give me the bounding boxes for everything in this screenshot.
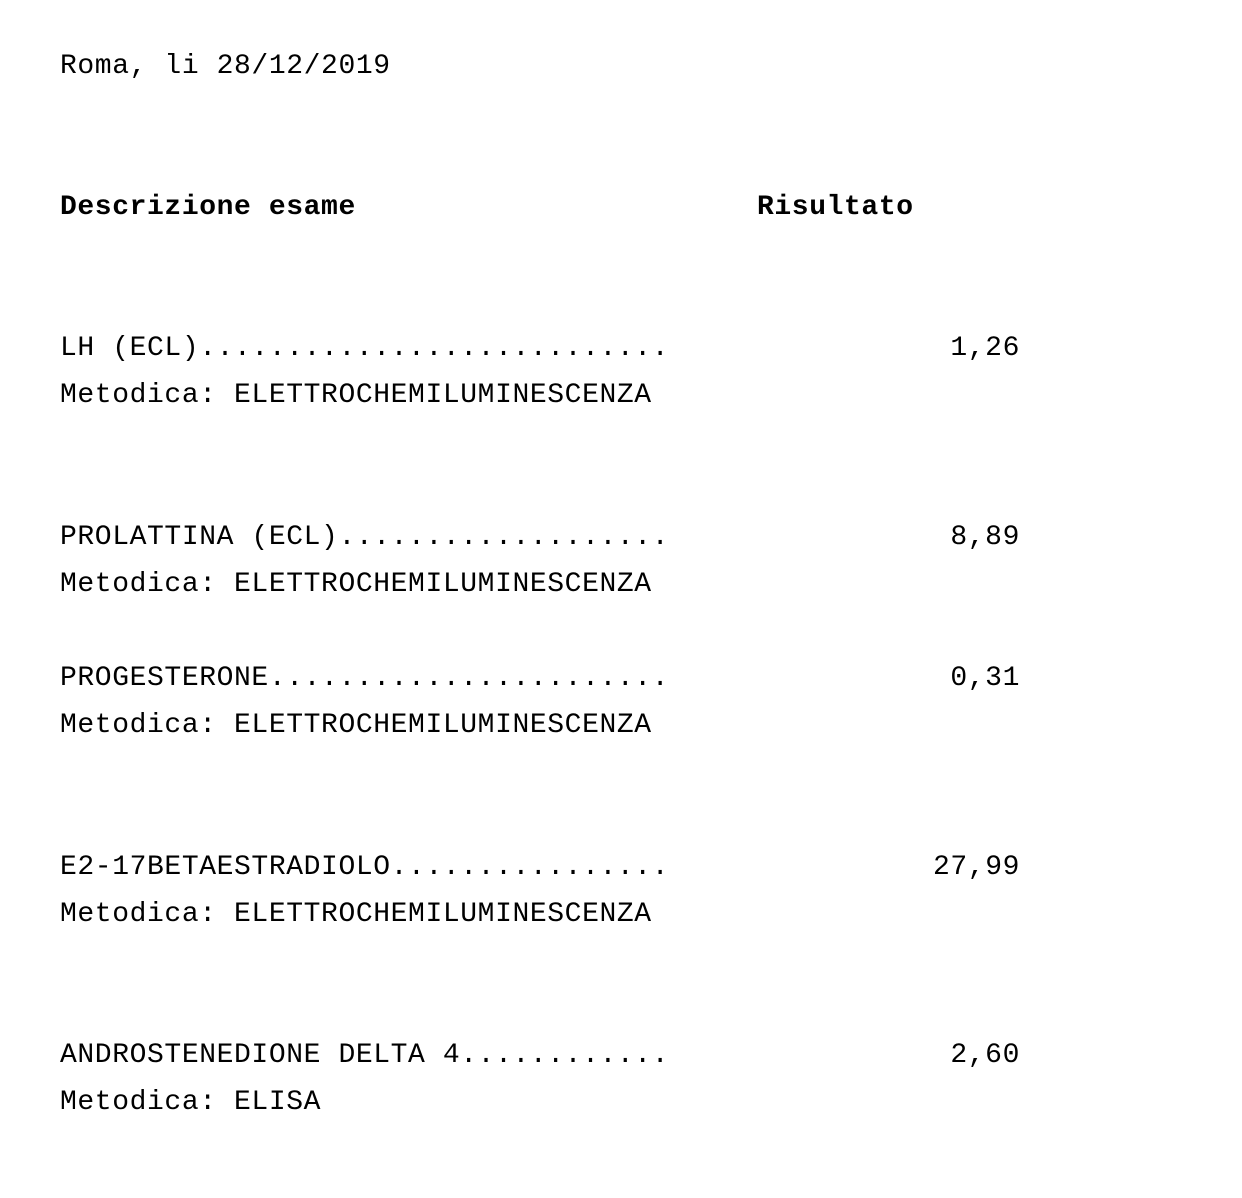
exam-method-estradiolo: Metodica: ELETTROCHEMILUMINESCENZA	[60, 899, 652, 930]
exam-method-lh: Metodica: ELETTROCHEMILUMINESCENZA	[60, 380, 652, 411]
column-header-result: Risultato	[757, 192, 914, 223]
exam-value-progesterone: 0,31	[950, 663, 1020, 694]
exam-name-lh: LH (ECL)...........................	[60, 333, 670, 364]
exam-name-androstenedione: ANDROSTENEDIONE DELTA 4............	[60, 1040, 670, 1071]
exam-method-progesterone: Metodica: ELETTROCHEMILUMINESCENZA	[60, 710, 652, 741]
exam-method-androstenedione: Metodica: ELISA	[60, 1087, 322, 1118]
exam-value-androstenedione: 2,60	[950, 1040, 1020, 1071]
exam-value-prolattina: 8,89	[950, 522, 1020, 553]
exam-name-prolattina: PROLATTINA (ECL)...................	[60, 522, 670, 553]
place-date: Roma, li 28/12/2019	[60, 51, 391, 82]
exam-value-estradiolo: 27,99	[932, 852, 1020, 883]
exam-value-lh: 1,26	[950, 333, 1020, 364]
column-header-description: Descrizione esame	[60, 192, 356, 223]
exam-method-prolattina: Metodica: ELETTROCHEMILUMINESCENZA	[60, 569, 652, 600]
exam-name-progesterone: PROGESTERONE.......................	[60, 663, 670, 694]
exam-name-estradiolo: E2-17BETAESTRADIOLO................	[60, 852, 670, 883]
